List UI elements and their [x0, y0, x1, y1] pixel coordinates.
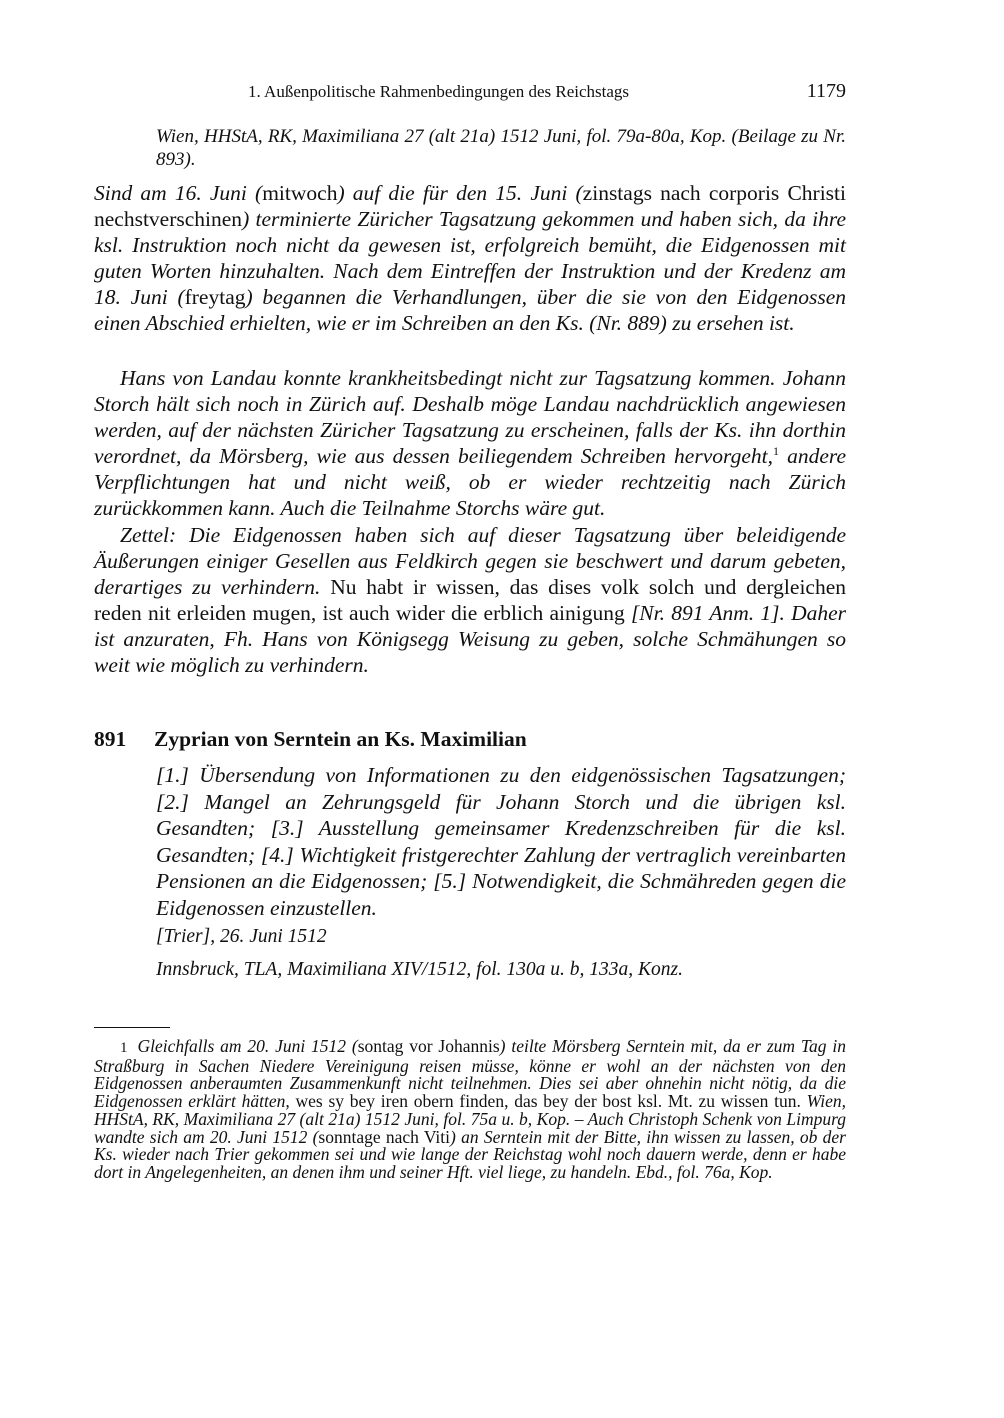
p1-quote-1: mitwoch — [262, 181, 338, 205]
fn-quote-1: sontag vor Johannis — [357, 1036, 500, 1056]
document-source: Innsbruck, TLA, Maximiliana XIV/1512, fol. 130a u. b, 133a, Konz. — [156, 959, 684, 980]
p3-quote-1: Nu habt ir wissen, das dises volk solch und dergleichen reden nit erleiden mugen, ist auch wider die erblich ainigung — [94, 575, 847, 625]
p2-text-1: Hans von Landau konnte krankheitsbedingt nicht zur Tagsatzung kommen. Johann Storch hält sich noch in Zürich auf. Deshalb möge Landau nachdrücklich angewiesen werden, auf der nächsten Züricher Tagsatzung zu erscheinen, falls der Ks. ihn dorthin verordnet, da Mörsberg, wie aus dessen beiliegendem Schreiben hervorgeht, — [94, 366, 846, 468]
footnote-reference[interactable]: 1 — [772, 444, 779, 458]
document-date: [Trier], 26. Juni 1512 — [156, 926, 327, 947]
document-number: 891 — [94, 727, 127, 751]
paragraph-1 — [94, 180, 846, 336]
p1-text-4: ) begannen die Verhandlungen, über die sie von den Eidgenossen einen Abschied erhielten, wie er im Schreiben an den Ks. (Nr. 889) zu ersehen ist. — [94, 285, 846, 335]
footnote-divider — [94, 1027, 170, 1028]
document-title: Zyprian von Serntein an Ks. Maximilian — [154, 727, 527, 751]
page-number: 1179 — [806, 80, 846, 102]
fn-text-1: Gleichfalls am 20. Juni 1512 ( — [137, 1036, 358, 1056]
p1-text-3: ) terminierte Züricher Tagsatzung gekommen und haben sich, da ihre ksl. Instruktion noch nicht da gewesen ist, erfolgreich bemüht, die Eidgenossen mit guten Worten hinzuhalten. Nach dem Eintreffen der Instruktion und der Kredenz am 18. Juni ( — [94, 207, 846, 309]
footnote-mark: 1 — [120, 1040, 128, 1056]
source-citation-top: Wien, HHStA, RK, Maximiliana 27 (alt 21a) 1512 Juni, fol. 79a-80a, Kop. (Beilage zu Nr. 893). — [156, 126, 846, 170]
paragraph-3 — [94, 522, 846, 678]
page-header — [94, 80, 846, 110]
fn-text-4: ) an Serntein mit der Bitte, ihn wissen zu lassen, ob der Ks. wieder nach Trier gekommen sei und wie lange der Reichstag wohl noch dauern werde, denn er habe dort in Angelegenheiten, an denen ihm und seiner Hft. viel liege, zu handeln. Ebd., fol. 76a, Kop. — [94, 1126, 846, 1182]
document-regest: [1.] Übersendung von Informationen zu den eidgenössischen Tagsatzungen; [2.] Mangel an Zehrungsgeld für Johann Storch und die übrigen ksl. Gesandten; [3.] Ausstellung gemeinsamer Kredenzschreiben für die ksl. Gesandten; [4.] Wichtigkeit fristgerechter Zahlung der vertraglich vereinbarten Pensionen an die Eidgenossen; [5.] Notwendigkeit, die Schmähreden gegen die Eidgenossen einzustellen. — [156, 763, 846, 920]
running-title: 1. Außenpolitische Rahmenbedingungen des Reichstags — [248, 82, 630, 101]
p1-quote-2: zinstags nach corporis Christi nechstverschinen — [94, 181, 846, 231]
p1-text-1: Sind am 16. Juni ( — [94, 181, 263, 205]
fn-text-2: ) teilte Mörsberg Serntein mit, da er zum Tag in Straßburg in Sachen Niedere Vereinigung reisen müsse, könne er wohl an der nächsten von den Eidgenossen anberaumten Zusammenkunft nicht teilnehmen. Dies sei aber ohnehin nicht nötig, da die Eidgenossen erklärt hätten, — [94, 1036, 846, 1112]
p2-text-2: andere Verpflichtungen hat und nicht weiß, ob er wieder rechtzeitig nach Zürich zurückkommen kann. Auch die Teilnahme Storchs wäre gut. — [94, 444, 846, 520]
p1-quote-3: freytag — [184, 285, 246, 309]
document-heading — [94, 727, 846, 752]
fn-quote-3: sonntage nach Viti — [318, 1126, 451, 1147]
fn-quote-2: wes sy bey iren obern finden, das bey der bost ksl. Mt. zu wissen tun. — [289, 1091, 807, 1112]
paragraph-2 — [94, 365, 846, 521]
footnote-1 — [94, 1038, 846, 1182]
fn-text-3: Wien, HHStA, RK, Maximiliana 27 (alt 21a) 1512 Juni, fol. 75a u. b, Kop. – Auch Christoph Schenk von Limpurg wandte sich am 20. Juni 1512 ( — [94, 1091, 846, 1147]
p1-text-2: ) auf die für den 15. Juni ( — [337, 181, 583, 205]
p3-text-1: Zettel: Die Eidgenossen haben sich auf dieser Tagsatzung über beleidigende Äußerungen einiger Gesellen aus Feldkirch gegen sie beschwert und darum gebeten, derartiges zu verhindern. — [94, 523, 846, 599]
p3-text-2: [Nr. 891 Anm. 1]. Daher ist anzuraten, Fh. Hans von Königsegg Weisung zu geben, solche Schmähungen so weit wie möglich zu verhindern. — [94, 601, 847, 677]
